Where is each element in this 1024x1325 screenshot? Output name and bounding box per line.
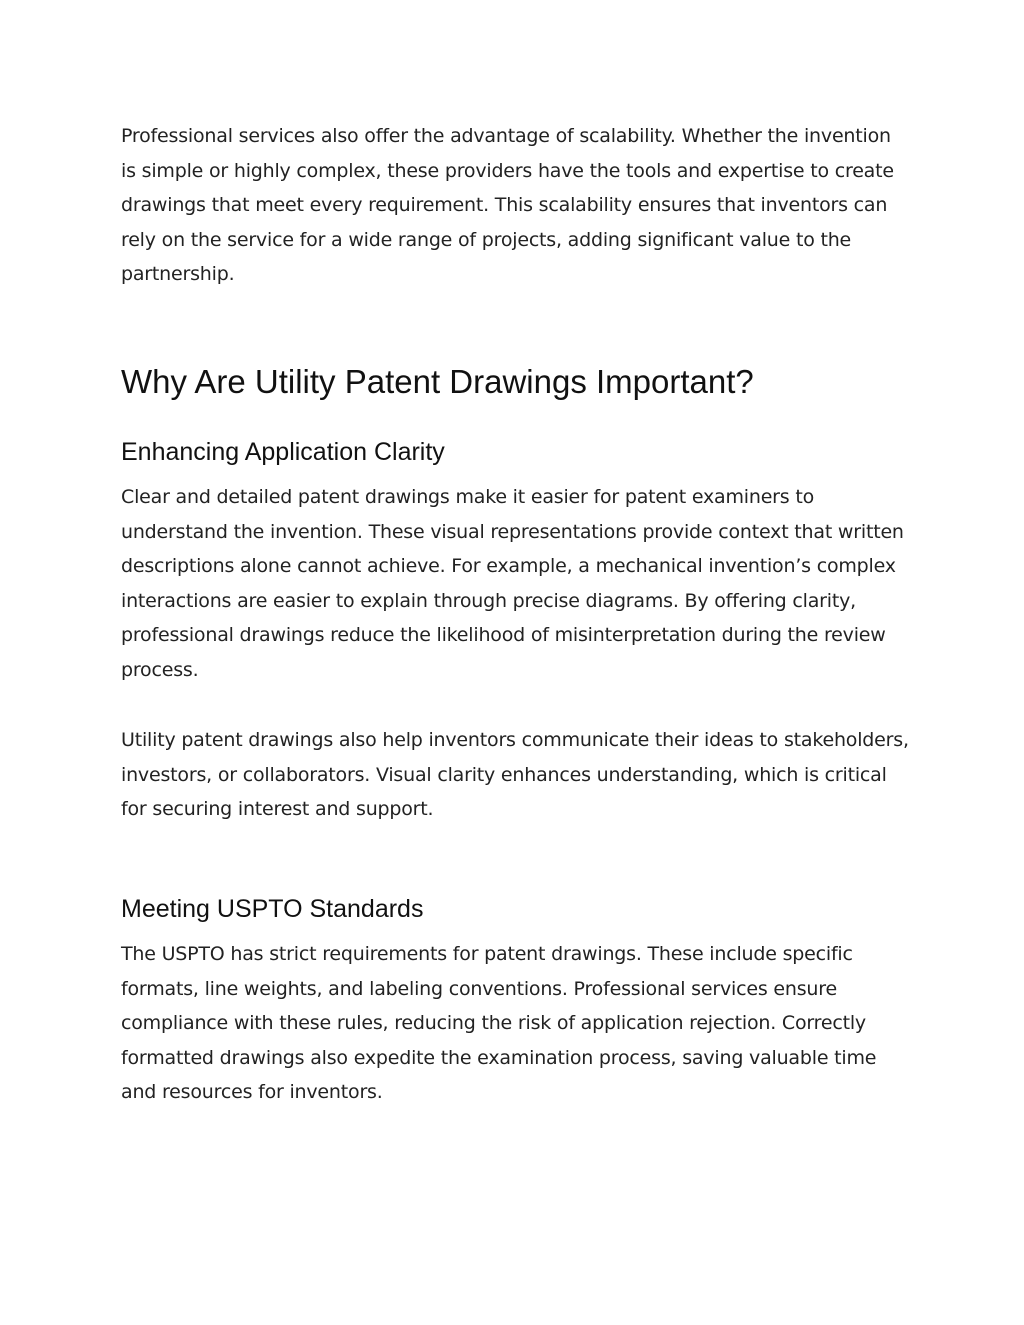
- heading-utility-patent-drawings: Why Are Utility Patent Drawings Important?: [121, 363, 754, 400]
- heading-meeting-uspto-standards: Meeting USPTO Standards: [121, 895, 424, 923]
- paragraph-clarity-stakeholders: Utility patent drawings also help inventors communicate their ideas to stakeholders, investors, or collaborators. Visual clarity enhances understanding, which is critical for securing interest and support.: [121, 729, 909, 821]
- paragraph-scalability: Professional services also offer the advantage of scalability. Whether the invention is simple or highly complex, these providers have the tools and expertise to create drawings that meet every requirement. This scalability ensures that inventors can rely on the service for a wide range of projects, adding significant value to the partnership.: [121, 125, 894, 286]
- paragraph-clarity-examiners: Clear and detailed patent drawings make it easier for patent examiners to understand the invention. These visual representations provide context that written descriptions alone cannot achieve. For example, a mechanical invention’s complex interactions are easier to explain through precise diagrams. By offering clarity, professional drawings reduce the likelihood of misinterpretation during the review process.: [121, 486, 904, 681]
- heading-enhancing-application-clarity: Enhancing Application Clarity: [121, 438, 445, 466]
- paragraph-uspto-requirements: The USPTO has strict requirements for patent drawings. These include specific formats, line weights, and labeling conventions. Professional services ensure compliance with these rules, reducing the risk of application rejection. Correctly formatted drawings also expedite the examination process, saving valuable time and resources for inventors.: [121, 943, 877, 1104]
